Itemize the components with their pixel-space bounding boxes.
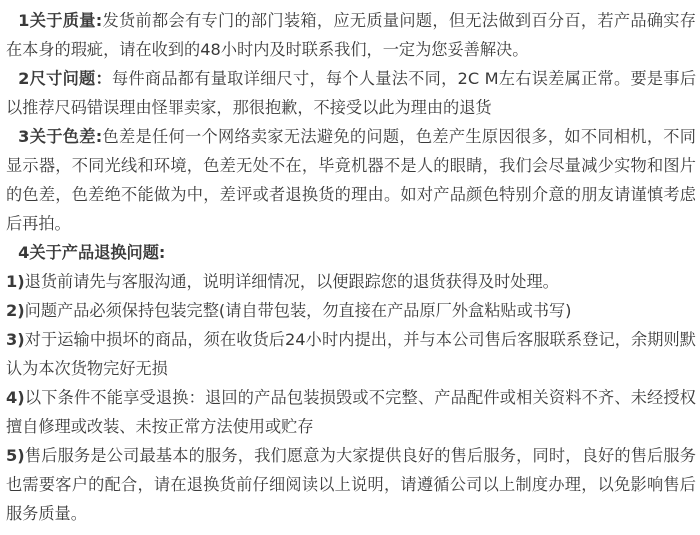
size-lead: 2尺寸问题：	[18, 69, 112, 88]
color-paragraph	[6, 122, 696, 238]
return-item-3	[6, 325, 696, 383]
return-item-text: 以下条件不能享受退换：退回的产品包装损毁或不完整、产品配件或相关资料不齐、未经授权擅自修理或改装、未按正常方法使用或贮存	[6, 388, 696, 436]
size-text: 每件商品都有量取详细尺寸，每个人量法不同，2C M左右误差属正常。要是事后以推荐尺码错误理由怪罪卖家，那很抱歉，不接受以此为理由的退货	[6, 69, 697, 117]
return-item-number: 3)	[6, 330, 25, 349]
return-item-number: 5)	[6, 446, 25, 465]
quality-paragraph	[6, 6, 696, 64]
return-item-4	[6, 383, 696, 441]
returns-heading	[6, 238, 696, 267]
return-item-text: 对于运输中损坏的商品，须在收货后24小时内提出，并与本公司售后客服联系登记，余期则默认为本次货物完好无损	[6, 330, 696, 378]
return-item-number: 4)	[6, 388, 25, 407]
return-item-number: 1)	[6, 272, 25, 291]
return-item-text: 售后服务是公司最基本的服务，我们愿意为大家提供良好的售后服务，同时，良好的售后服务也需要客户的配合，请在退换货前仔细阅读以上说明，请遵循公司以上制度办理，以免影响售后服务质量。	[6, 446, 696, 523]
return-item-text: 退货前请先与客服沟通，说明详细情况，以便跟踪您的退货获得及时处理。	[24, 272, 559, 291]
return-item-number: 2)	[6, 301, 25, 320]
quality-lead: 1关于质量:	[18, 11, 103, 30]
color-lead: 3关于色差:	[18, 127, 103, 146]
size-paragraph	[6, 64, 696, 122]
return-item-text: 问题产品必须保持包装完整(请自带包装，勿直接在产品原厂外盒粘贴或书写)	[24, 301, 572, 320]
return-item-5	[6, 441, 696, 528]
returns-heading-text: 4关于产品退换问题:	[18, 243, 166, 262]
return-item-1	[6, 267, 696, 296]
quality-text: 发货前都会有专门的部门装箱，应无质量问题，但无法做到百分百，若产品确实存在本身的瑕疵，请在收到的48小时内及时联系我们，一定为您妥善解决。	[6, 11, 696, 59]
color-text: 色差是任何一个网络卖家无法避免的问题，色差产生原因很多，如不同相机，不同显示器，不同光线和环境，色差无处不在，毕竟机器不是人的眼睛，我们会尽量减少实物和图片的色差，色差绝不能做为中，差评或者退换货的理由。如对产品颜色特别介意的朋友请谨慎考虑后再拍。	[6, 127, 696, 233]
return-item-2	[6, 296, 696, 325]
